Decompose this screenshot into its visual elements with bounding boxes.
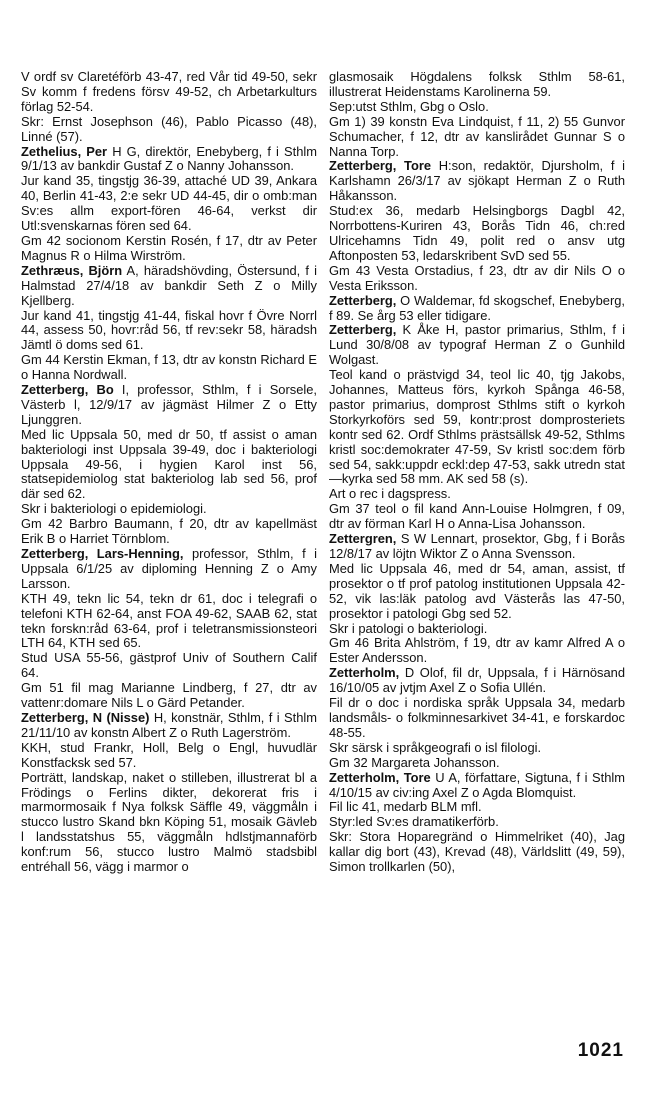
- entry-text: Gm 51 fil mag Marianne Lindberg, f 27, dtr av vattenr:domare Nils L o Gärd Petander.: [21, 680, 317, 711]
- entry-text: Art o rec i dagspress.: [329, 486, 451, 502]
- text-paragraph: [329, 487, 625, 502]
- entry-text: KTH 49, tekn lic 54, tekn dr 61, doc i telegrafi o telefoni KTH 62-64, anst FOA 49-62, SAAB 62, stat tekn forskn:råd 63-64, prof i teletransmissionsteori LTH 64, KTH sed 65.: [21, 590, 317, 651]
- text-paragraph: [21, 353, 317, 383]
- entry-text: V ordf sv Claretéförb 43-47, red Vår tid 49-50, sekr Sv komm f fredens försv 49-52, ch Arbetarkulturs förlag 52-54.: [21, 69, 317, 114]
- text-paragraph: [21, 234, 317, 264]
- entry-text: KKH, stud Frankr, Holl, Belg o Engl, huvudlär Konstfacksk sed 57.: [21, 739, 317, 770]
- entry-headword: Zetterholm,: [329, 665, 400, 681]
- entry-headword: Zetterberg, N (Nisse): [21, 709, 150, 725]
- entry-text: Skr i patologi o bakteriologi.: [329, 620, 488, 636]
- entry-text: Gm 37 teol o fil kand Ann-Louise Holmgren, f 09, dtr av förman Karl H o Anna-Lisa Johansson.: [329, 501, 625, 532]
- entry-paragraph: [329, 666, 625, 696]
- text-paragraph: [329, 100, 625, 115]
- entry-text: Gm 46 Brita Ahlström, f 19, dtr av kamr Alfred A o Ester Andersson.: [329, 635, 625, 666]
- entry-text: Med lic Uppsala 50, med dr 50, tf assist o aman bakteriologi inst Uppsala 39-49, doc i bakteriologi Uppsala 49-56, i hygien Karol inst 56, statsepidemiolog stat bakteriolog lab sed 56, prof där sed 62.: [21, 426, 317, 502]
- entry-text: Teol kand o prästvigd 34, teol lic 40, tjg Jakobs, Johannes, Matteus förs, kyrkoh Spånga 46-58, pastor primarius, domprost Sthlms stift o kyrkoh Storkyrkoförs sed 59, kontr:prost domprosteriets kontr sed 62. Ordf Sthlms prästsällsk 49-52, Sthlms kristl soc:demokrater 47-59, Sv kristl soc:dem förb sed 54, sakk:uppdr eckl:dep 47-53, sakk utredn stat—kyrka sed 58 mm. AK sed 58 (s).: [329, 367, 625, 487]
- entry-text: O Waldemar, fd skogschef, Enebyberg, f 89. Se årg 53 eller tidigare.: [329, 292, 625, 323]
- entry-paragraph: [21, 383, 317, 428]
- entry-text: U A, författare, Sigtuna, f i Sthlm 4/10/15 av civ:ing Axel Z o Agda Blomquist.: [329, 769, 625, 800]
- entry-text: H:son, redaktör, Djursholm, f i Karlshamn 26/3/17 av sjökapt Herman Z o Ruth Håkansson.: [329, 158, 625, 204]
- text-paragraph: [329, 502, 625, 532]
- entry-text: Sep:utst Sthlm, Gbg o Oslo.: [329, 98, 489, 114]
- text-paragraph: [329, 204, 625, 264]
- entry-text: I, professor, Sthlm, f i Sorsele, Västerb l, 12/9/17 av jägmäst Hilmer Z o Etty Ljunggren.: [21, 382, 317, 427]
- text-paragraph: [21, 681, 317, 711]
- entry-text: Fil dr o doc i nordiska språk Uppsala 34, medarb landsmåls- o folkminnesarkivet 34-41, e forskardoc 48-55.: [329, 695, 625, 740]
- entry-text: Gm 1) 39 konstn Eva Lindquist, f 11, 2) 55 Gunvor Schumacher, f 12, dtr av kanslirådet Gunnar S o Nanna Torp.: [329, 113, 625, 159]
- entry-text: Gm 32 Margareta Johansson.: [329, 754, 500, 770]
- right-column: [329, 70, 625, 875]
- text-paragraph: [21, 174, 317, 234]
- entry-headword: Zethelius, Per: [21, 143, 108, 159]
- entry-paragraph: [329, 771, 625, 801]
- entry-text: Jur kand 35, tingstjg 36-39, attaché UD 39, Ankara 40, Berlin 41-43, 2:e sekr UD 44-45, dir o omb:man Sv:es allm export-fören 46-64, verkst dir Utl:svenskarnas fören sed 64.: [21, 173, 317, 234]
- entry-headword: Zetterberg,: [329, 322, 397, 338]
- left-column: [21, 70, 317, 875]
- text-paragraph: [21, 428, 317, 503]
- entry-text: H G, direktör, Enebyberg, f i Sthlm 9/1/13 av bankdir Gustaf Z o Nanny Johansson.: [21, 143, 317, 174]
- entry-text: Stud USA 55-56, gästprof Univ of Southern Calif 64.: [21, 650, 317, 681]
- entry-headword: Zetterberg, Bo: [21, 382, 114, 398]
- entry-text: H, konstnär, Sthlm, f i Sthlm 21/11/10 av konstn Albert Z o Ruth Lagerström.: [21, 709, 317, 740]
- text-paragraph: [21, 741, 317, 771]
- text-paragraph: [329, 830, 625, 875]
- text-paragraph: [21, 517, 317, 547]
- text-paragraph: [329, 696, 625, 741]
- text-paragraph: [329, 622, 625, 637]
- entry-text: Skr: Stora Hoparegränd o Himmelriket (40), Jag kallar dig bort (43), Krevad (48), Världslitt (49, 59), Simon trollkarlen (50),: [329, 829, 625, 875]
- entry-text: Med lic Uppsala 46, med dr 54, aman, assist, tf prosektor o tf prof patolog institutionen Uppsala 42-52, vik las:läk patolog avd Västerås las 47-50, prosektor i patologi Gbg sed 52.: [329, 560, 625, 621]
- text-paragraph: [21, 592, 317, 652]
- entry-paragraph: [21, 547, 317, 592]
- entry-paragraph: [21, 145, 317, 175]
- text-paragraph: [21, 651, 317, 681]
- text-paragraph: [329, 756, 625, 771]
- entry-text: S W Lennart, prosektor, Gbg, f i Borås 12/8/17 av löjtn Wiktor Z o Anna Svensson.: [329, 531, 625, 561]
- entry-paragraph: [329, 532, 625, 562]
- page-number: 1021: [577, 1040, 624, 1061]
- entry-text: A, häradshövding, Östersund, f i Halmstad 27/4/18 av bankdir Seth Z o Milly Kjellberg.: [21, 262, 317, 308]
- text-paragraph: [329, 741, 625, 756]
- entry-text: professor, Sthlm, f i Uppsala 6/1/25 av diploming Henning Z o Amy Larsson.: [21, 546, 317, 591]
- entry-text: Gm 43 Vesta Orstadius, f 23, dtr av dir Nils O o Vesta Eriksson.: [329, 262, 625, 293]
- entry-text: Jur kand 41, tingstjg 41-44, fiskal hovr f Övre Norrl 44, assess 50, hovr:råd 56, tf rev:sekr 58, häradsh Jämtl ö doms sed 61.: [21, 307, 317, 353]
- entry-text: Porträtt, landskap, naket o stilleben, illustrerat bl a Frödings o Ferlins dikter, dekorerat fris i marmormosaik f Nya folksk Säffle 49, väggmåln i stucco lustro Skand bkn Köping 51, mosaik Gävleb l landsstatshus 55, väggmåln hdlstjmannaförb konf:rum 56, stucco lustro Malmö stadsbibl entréhall 56, vägg i marmor o: [21, 769, 317, 875]
- entry-headword: Zetterberg, Tore: [329, 158, 432, 174]
- entry-headword: Zethræus, Björn: [21, 262, 123, 278]
- entry-text: Gm 42 socionom Kerstin Rosén, f 17, dtr av Peter Magnus R o Hilma Wirström.: [21, 232, 317, 263]
- text-paragraph: [21, 502, 317, 517]
- entry-text: Gm 44 Kerstin Ekman, f 13, dtr av konstn Richard E o Hanna Nordwall.: [21, 352, 317, 383]
- entry-text: D Olof, fil dr, Uppsala, f i Härnösand 16/10/05 av jvtjm Axel Z o Sofia Ullén.: [329, 665, 625, 696]
- entry-paragraph: [329, 294, 625, 324]
- entry-paragraph: [329, 159, 625, 204]
- entry-headword: Zetterberg, Lars-Henning,: [21, 546, 184, 561]
- entry-paragraph: [329, 323, 625, 368]
- text-paragraph: [21, 115, 317, 145]
- text-paragraph: [329, 70, 625, 100]
- entry-headword: Zetterholm, Tore: [329, 769, 431, 785]
- entry-text: K Åke H, pastor primarius, Sthlm, f i Lund 30/8/08 av typograf Herman Z o Gunhild Wolgast.: [329, 322, 625, 368]
- entry-text: Skr: Ernst Josephson (46), Pablo Picasso (48), Linné (57).: [21, 113, 317, 144]
- text-paragraph: [329, 115, 625, 160]
- text-paragraph: [329, 368, 625, 487]
- entry-text: glasmosaik Högdalens folksk Sthlm 58-61, illustrerat Heidenstams Karolinerna 59.: [329, 69, 625, 99]
- text-paragraph: [21, 70, 317, 115]
- entry-text: Skr i bakteriologi o epidemiologi.: [21, 501, 207, 517]
- text-paragraph: [329, 815, 625, 830]
- text-paragraph: [21, 309, 317, 354]
- text-paragraph: [329, 562, 625, 622]
- entry-paragraph: [21, 264, 317, 309]
- entry-text: Styr:led Sv:es dramatikerförb.: [329, 814, 499, 830]
- entry-text: Gm 42 Barbro Baumann, f 20, dtr av kapellmäst Erik B o Harriet Törnblom.: [21, 516, 317, 547]
- entry-paragraph: [21, 711, 317, 741]
- entry-headword: Zetterberg,: [329, 292, 397, 308]
- text-paragraph: [329, 636, 625, 666]
- text-paragraph: [329, 264, 625, 294]
- entry-text: Stud:ex 36, medarb Helsingborgs Dagbl 42, Norrbottens-Kuriren 43, Borås Tidn 46, ch:red Ulricehamns Tidn 49, polit red o ansv utg Aftonposten 53, ledarskribent SvD sed 55.: [329, 203, 625, 263]
- entry-text: Skr särsk i språkgeografi o isl filologi.: [329, 739, 542, 755]
- text-paragraph: [21, 771, 317, 875]
- text-paragraph: [329, 800, 625, 815]
- entry-text: Fil lic 41, medarb BLM mfl.: [329, 799, 482, 815]
- entry-headword: Zettergren,: [329, 531, 397, 547]
